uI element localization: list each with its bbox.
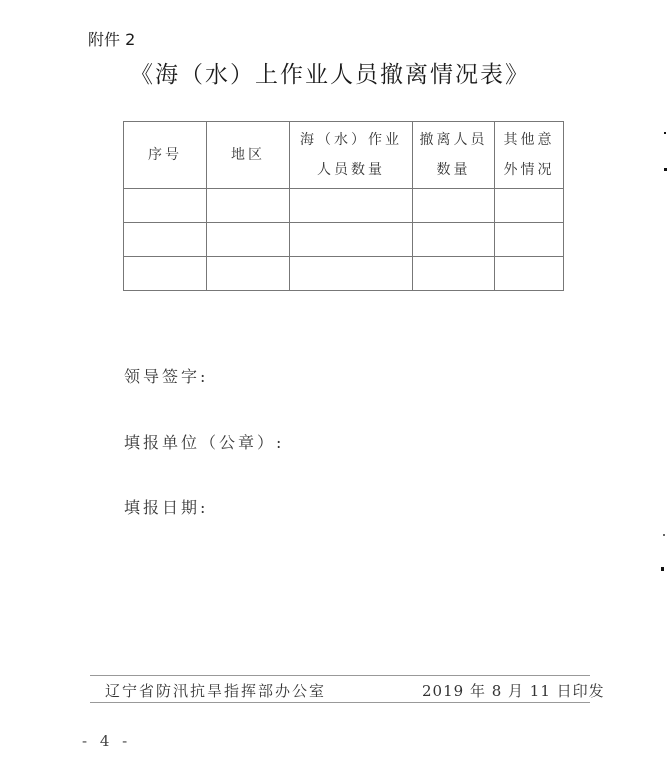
table-cell [290, 223, 413, 257]
table-cell [290, 189, 413, 223]
page-number: - 4 - [82, 732, 132, 750]
table-cell [124, 257, 207, 291]
leader-signature-label: 领导签字: [124, 367, 209, 386]
table-cell [413, 223, 495, 257]
table-row [124, 257, 564, 291]
table-cell [495, 257, 564, 291]
scan-speck [664, 168, 667, 171]
table-cell [207, 257, 290, 291]
table-cell [290, 257, 413, 291]
column-header-evacuated-count: 撤离人员 数量 [413, 122, 495, 189]
column-header-index: 序号 [124, 122, 207, 189]
table-cell [207, 223, 290, 257]
table-row [124, 189, 564, 223]
reporting-date-label: 填报日期: [124, 498, 209, 517]
table-cell [124, 223, 207, 257]
table-cell [207, 189, 290, 223]
table-cell [495, 223, 564, 257]
issuing-office: 辽宁省防汛抗旱指挥部办公室 [105, 682, 327, 700]
table-cell [495, 189, 564, 223]
evacuation-table [123, 121, 564, 291]
column-header-other-incidents: 其他意 外情况 [495, 122, 564, 189]
footer-bottom-divider [90, 702, 590, 703]
footer-top-divider [90, 675, 590, 676]
table-header-row [124, 122, 564, 189]
table-row [124, 223, 564, 257]
scan-speck [664, 132, 666, 134]
column-header-region: 地区 [207, 122, 290, 189]
column-header-worker-count: 海（水）作业 人员数量 [290, 122, 413, 189]
scan-speck [663, 534, 665, 536]
table-cell [413, 257, 495, 291]
table-cell [124, 189, 207, 223]
reporting-unit-label: 填报单位（公章）: [124, 433, 285, 452]
issue-date: 2019 年 8 月 11 日印发 [422, 682, 605, 700]
scan-speck [661, 567, 664, 571]
document-title: 《海（水）上作业人员撤离情况表》 [130, 62, 530, 88]
attachment-label: 附件 2 [88, 30, 136, 49]
table-cell [413, 189, 495, 223]
